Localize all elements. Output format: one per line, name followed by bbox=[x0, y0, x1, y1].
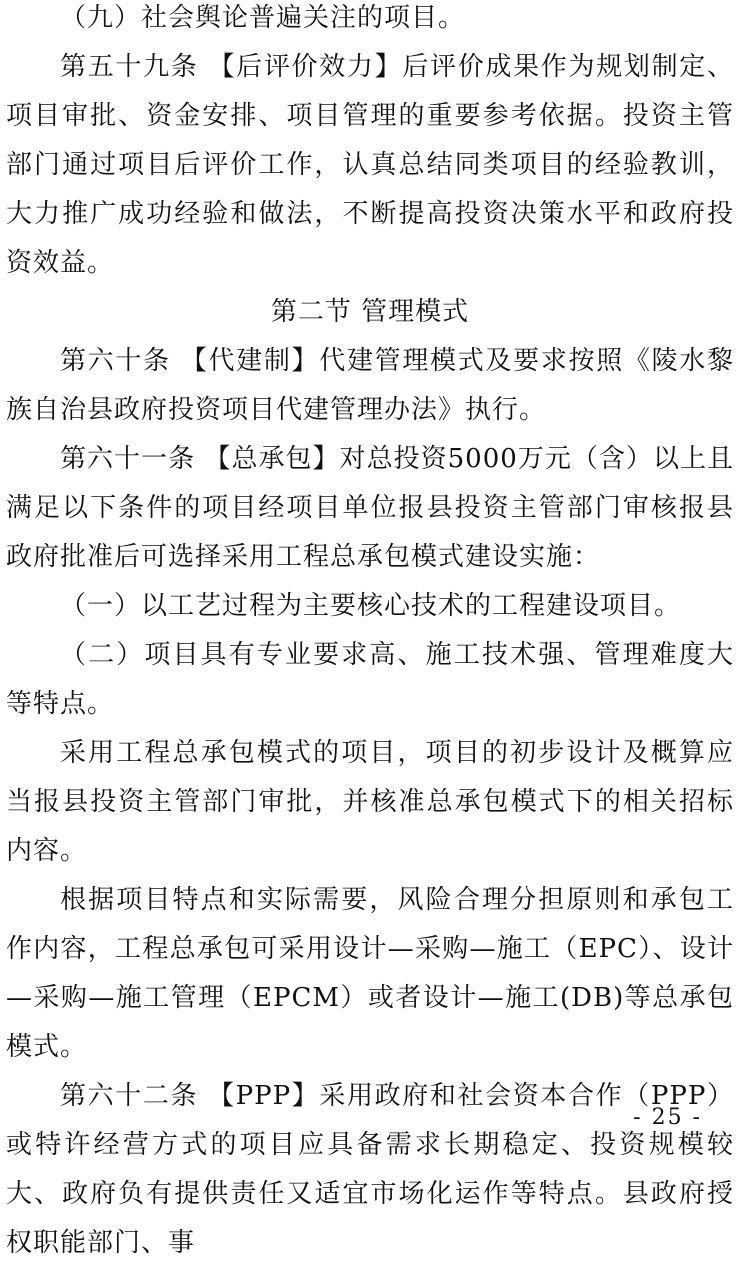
article-label: 第六十一条 bbox=[60, 444, 196, 474]
section-title: 第二节 管理模式 bbox=[270, 297, 470, 327]
article-text: 【总承包】对总投资5000万元（含）以上且满足以下条件的项目经项目单位报县投资主管部门审核报县政府批准后可选择采用工程总承包模式建设实施： bbox=[6, 444, 734, 572]
paragraph-epc-approval bbox=[0, 729, 740, 876]
article-text: 【后评价效力】后评价成果作为规划制定、项目审批、资金安排、项目管理的重要参考依据。投资主管部门通过项目后评价工作，认真总结同类项目的经验教训，大力推广成功经验和做法，不断提高投资决策水平和政府投资效益。 bbox=[6, 52, 734, 278]
article-label: 第五十九条 bbox=[60, 52, 199, 82]
list-item-text: （一）以工艺过程为主要核心技术的工程建设项目。 bbox=[60, 591, 682, 621]
page-number: - 25 - bbox=[633, 1105, 702, 1130]
article-text: 【代建制】代建管理模式及要求按照《陵水黎族自治县政府投资项目代建管理办法》执行。 bbox=[6, 346, 734, 425]
article-59 bbox=[0, 43, 740, 288]
paragraph-text: 采用工程总承包模式的项目，项目的初步设计及概算应当报县投资主管部门审批，并核准总承包模式下的相关招标内容。 bbox=[6, 738, 734, 866]
article-text: 【PPP】采用政府和社会资本合作（PPP）或特许经营方式的项目应具备需求长期稳定、投资规模较大、政府负有提供责任又适宜市场化运作等特点。县政府授权职能部门、事 bbox=[6, 1081, 734, 1258]
list-item-text: （二）项目具有专业要求高、施工技术强、管理难度大等特点。 bbox=[6, 640, 734, 719]
paragraph-epc-modes bbox=[0, 876, 740, 1072]
paragraph-text: （九）社会舆论普遍关注的项目。 bbox=[60, 3, 466, 33]
list-item-2 bbox=[0, 631, 740, 729]
list-item-1 bbox=[0, 582, 740, 631]
article-61 bbox=[0, 435, 740, 582]
paragraph-item-9 bbox=[0, 0, 740, 43]
article-label: 第六十条 bbox=[60, 346, 171, 376]
article-62 bbox=[0, 1072, 740, 1268]
paragraph-text: 根据项目特点和实际需要，风险合理分担原则和承包工作内容，工程总承包可采用设计—采购—施工（EPC）、设计—采购—施工管理（EPCM）或者设计—施工(DB)等总承包模式。 bbox=[6, 885, 734, 1062]
article-60 bbox=[0, 337, 740, 435]
article-label: 第六十二条 bbox=[60, 1081, 199, 1111]
